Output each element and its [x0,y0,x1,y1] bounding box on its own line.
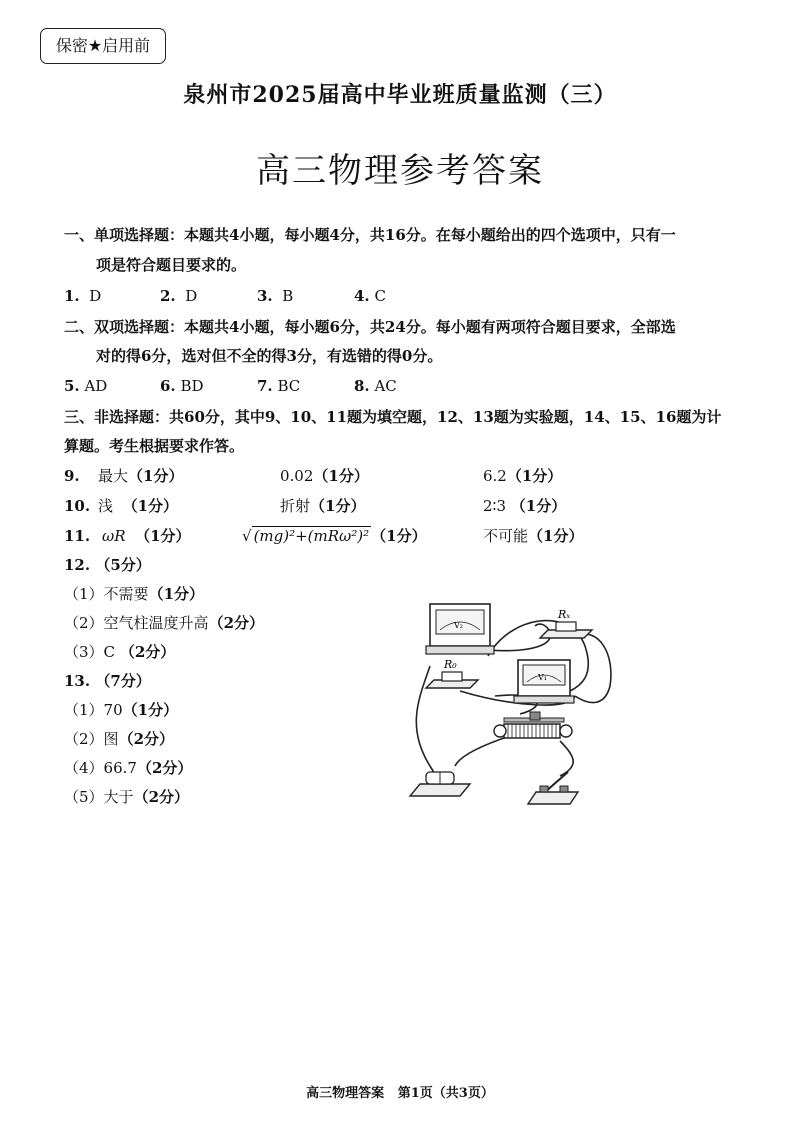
answer-q5: 5. AD [64,377,108,395]
q10-answer-c: 2∶3 （1分） [483,497,567,515]
q12-item-2: （2）空气柱温度升高（2分） [64,614,264,632]
section3-heading-line2: 算题。考生根据要求作答。 [64,437,245,455]
q9-answer-c: 6.2（1分） [483,467,563,485]
resistor-rx [540,608,592,638]
answer-q6: 6. BD [160,377,204,395]
q12-heading: 12. （5分） [64,556,151,574]
page-title: 高三物理参考答案 [256,151,544,191]
page-footer: 高三物理答案 第1页（共3页） [306,1086,494,1101]
q9-answer-b: 0.02（1分） [280,467,369,485]
section1-heading-line2: 项是符合题目要求的。 [96,256,247,274]
v1-label: V₁ [538,673,547,682]
q10-number: 10. [64,497,91,515]
v2-label: V₂ [454,621,463,630]
voltmeter-v1 [514,660,574,703]
answer-q7: 7. BC [257,377,301,395]
q13-item-4: （4）66.7（2分） [64,759,193,777]
q11-number: 11. [64,527,91,545]
q13-heading: 13. （7分） [64,672,151,690]
resistor-r0 [426,658,478,688]
answer-q2: 2. D [160,287,198,305]
section1-heading-line1: 一、单项选择题：本题共4小题，每小题4分，共16分。在每小题给出的四个选项中，只有一 [64,226,676,244]
rx-label: Rₓ [558,608,571,621]
sqrt-symbol: √ [242,527,252,545]
confidential-badge: 保密★启用前 [40,28,166,64]
q12-item-1: （1）不需要（1分） [64,585,204,603]
q11-answer-c: 不可能（1分） [483,527,584,545]
answer-q4: 4. C [354,287,386,305]
answer-q1: 1. D [64,287,102,305]
q12-item-3: （3）C （2分） [64,643,176,661]
section2-heading-line2: 对的得6分，选对但不全的得3分，有选错的得0分。 [96,347,443,365]
answer-q3: 3. B [257,287,294,305]
q13-item-1: （1）70（1分） [64,701,179,719]
section3-heading-line1: 三、非选择题：共60分，其中9、10、11题为填空题，12、13题为实验题，14、15、16题为计 [64,408,722,426]
q9-number: 9. [64,467,80,485]
circuit-diagram [400,596,620,808]
rheostat [494,712,572,738]
q11-answer-a: ωR （1分） [102,527,191,545]
q10-answer-b: 折射（1分） [280,497,366,515]
q9-answer-a: 最大（1分） [98,467,184,485]
r0-label: R₀ [444,658,457,671]
voltmeter-v2 [426,604,494,654]
answer-q8: 8. AC [354,377,397,395]
section2-heading-line1: 二、双项选择题：本题共4小题，每小题6分，共24分。每小题有两项符合题目要求，全部选 [64,318,676,336]
q13-item-5: （5）大于（2分） [64,788,189,806]
battery [410,772,470,796]
exam-title: 泉州市2025届高中毕业班质量监测（三） [183,82,617,108]
q10-answer-a: 浅 （1分） [98,497,178,515]
q13-item-2: （2）图（2分） [64,730,174,748]
q11-answer-b: √ (mg)²+(mRω²)² （1分） [242,527,427,545]
switch [528,772,578,804]
